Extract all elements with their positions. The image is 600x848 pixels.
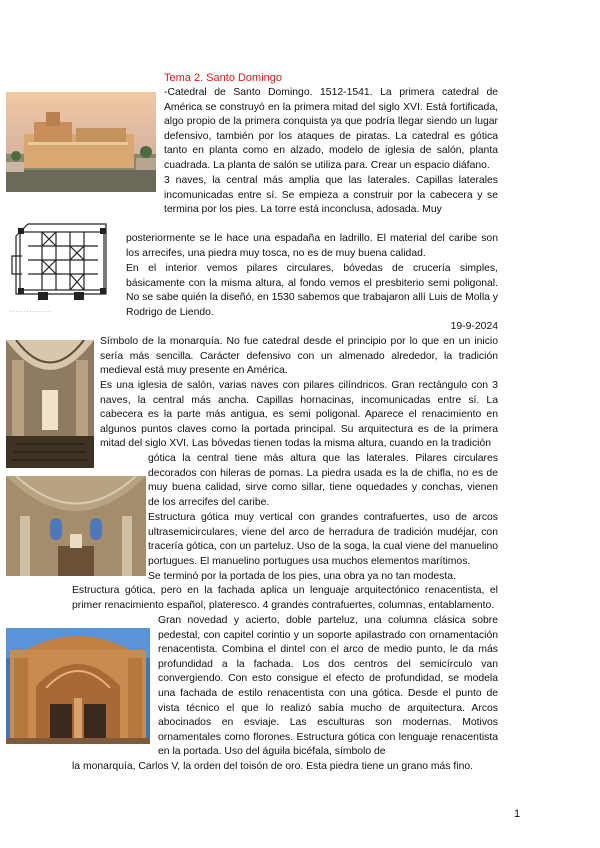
paragraph: posteriormente se le hace una espadaña en ladrillo. El material del caribe son los arrecifes, una piedra muy tosca, no es de muy buena calidad. <box>126 233 498 259</box>
paragraph: 3 naves, la central más amplia que las laterales. Capillas laterales incomunicadas entre sí. Se empieza a construir por la cabecera y se termina por los pies. La torre está inconclusa, adosada. Muy <box>164 175 498 216</box>
svg-text:. . . . . . . . . . . . . . .: . . . . . . . . . . . . . . . <box>10 308 51 314</box>
paragraph: En el interior vemos pilares circulares, bóvedas de crucería simples, básicamente con la misma altura, al fondo vemos el presbiterio semi poligonal. No se sabe quién la diseñó, en 1530 sabemos que trabajaron allí Luis de Molla y Rodrigo de Liendo. <box>126 263 498 318</box>
page-title: Tema 2. Santo Domingo <box>164 72 283 84</box>
cathedral-aerial-photo <box>6 92 156 192</box>
paragraph: Estructura gótica muy vertical con grandes contrafuertes, uso de arcos ultrasemicirculares, viene del arco de herradura de tradición mudéjar, con tracería gótica, con un parteluz. Uso de la soga, la cual viene del manuelino portugues. El manuelino portugues usa muchos elementos marítimos. <box>148 512 498 567</box>
paragraph: gótica la central tiene más altura que las laterales. Pilares circulares decorados con hileras de pomas. La piedra usada es la de chifla, no es de muy buena calidad, sirve como sillar, tiene oquedades y conchas, vienen de los arrecifes del caribe. <box>148 453 498 508</box>
date: 19-9-2024 <box>450 321 498 332</box>
paragraph: -Catedral de Santo Domingo. 1512-1541. La primera catedral de América se construyó en la primera mitad del siglo XVI. Está fortificada, algo propio de la primera conquista ya que podría llegar siendo un lugar defensivo, también por los ataques de piratas. La catedral es gótica tanto en planta como en alzado, modelo de iglesia de salón, planta cuadrada. La planta de salón se utiliza para. Crear un espacio diáfano. <box>164 87 498 171</box>
paragraph: Gran novedad y acierto, doble parteluz, una columna clásica sobre pedestal, con capitel corintio y un soporte apilastrado con ornamentación renacentista. Combina el dintel con el arco de medio punto, le da más profundidad a la fachada. Los dos centros del semicírculo van convergiendo. Con esto consigue el efecto de profundidad, se modela una fachada de estilo renacentista con una gótica. Desde el punto de vista técnico el que lo realizó sabía mucho de arquitectura. Arcos abocinados en esviaje. Las esculturas son modernas. Motivos ornamentales como florones. Estructura gótica con lenguaje renacentista en la portada. Uso del águila bicéfala, símbolo de <box>158 615 498 758</box>
paragraph: Símbolo de la monarquía. No fue catedral desde el principio por lo que en un inicio sería más sencilla. Carácter defensivo con un almenado alrededor, la tradición medieval está muy presente en América. <box>100 336 498 377</box>
cathedral-floor-plan <box>8 216 116 314</box>
facade-photo <box>6 628 150 744</box>
paragraph: Se terminó por la portada de los pies, una obra ya no tan modesta. <box>148 571 456 582</box>
paragraph: la monarquía, Carlos V, la orden del toisón de oro. Esta piedra tiene un grano más fino. <box>72 761 474 772</box>
nave-interior-photo <box>6 340 94 468</box>
paragraph: Es una iglesia de salón, varias naves con pilares cilíndricos. Gran rectángulo con 3 naves, la central más ancha. Capillas hornacinas, incomunicadas entre sí. La cabecera es la parte más antigua, es semi poligonal. Aparece el renacimiento en algunos puntos claves como la portada principal. Su arquitectura es de la primera mitad del siglo XVI. Las bóvedas tienen todas la misma altura, cuando en la tradición <box>100 380 498 450</box>
paragraph: Estructura gótica, pero en la fachada aplica un lenguaje arquitectónico renacentista, el primer renacimiento español, plateresco. 4 grandes contrafuertes, columnas, entablamento. <box>72 585 498 611</box>
chapel-interior-photo <box>6 476 146 576</box>
page-number: 1 <box>514 808 521 820</box>
